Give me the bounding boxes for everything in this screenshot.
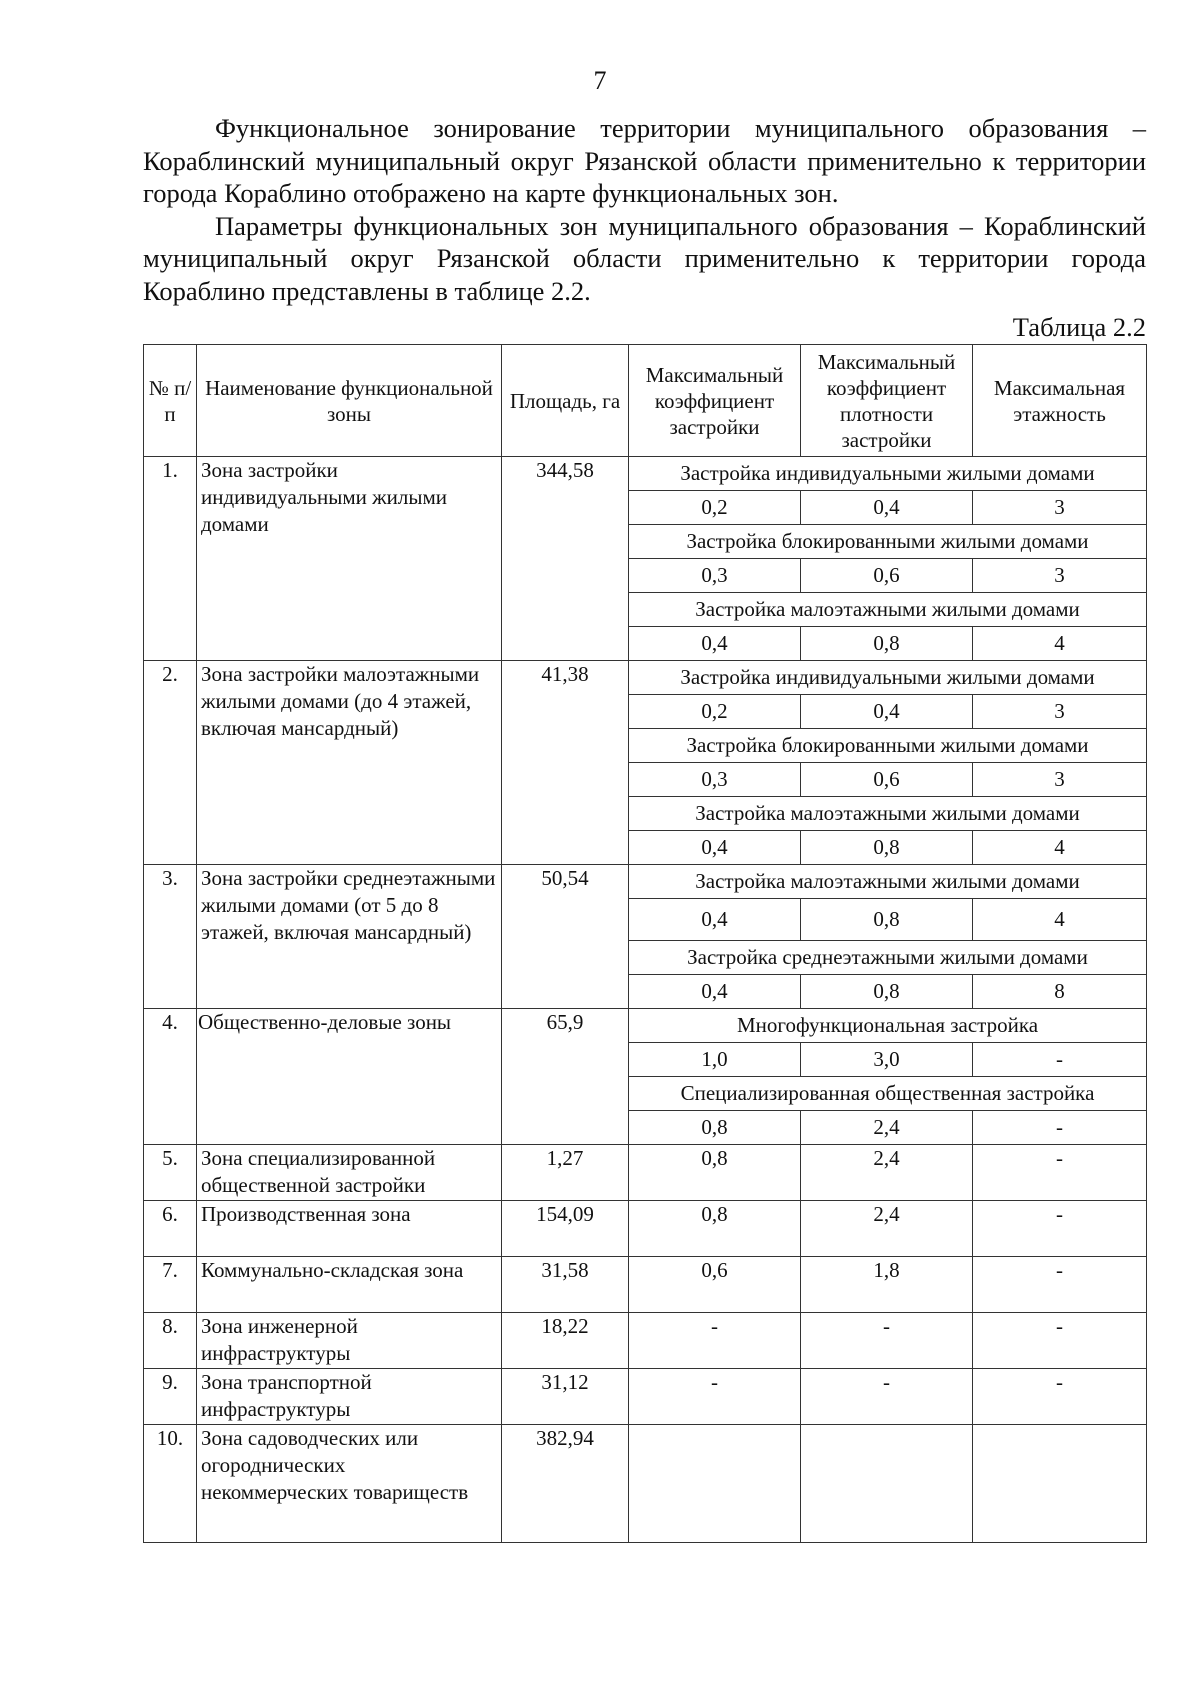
body-text: [143, 112, 1146, 307]
zone-area: 154,09: [502, 1201, 629, 1257]
k-build-value: 0,3: [629, 763, 801, 797]
k-density-value: -: [801, 1369, 973, 1425]
floors-value: 3: [973, 763, 1147, 797]
page-number: 7: [593, 66, 607, 95]
k-density-value: 0,4: [801, 491, 973, 525]
k-build-value: [629, 1425, 801, 1543]
zone-name: Коммунально-складская зона: [197, 1257, 502, 1313]
k-density-value: 2,4: [801, 1111, 973, 1145]
table-row: [144, 1425, 1147, 1543]
k-build-value: 0,8: [629, 1145, 801, 1201]
row-num: 3.: [144, 865, 197, 1009]
table-header-row: [144, 345, 1147, 457]
zone-area: 31,12: [502, 1369, 629, 1425]
header-name: Наименование функциональной зоны: [197, 345, 502, 457]
zone-name: Зона застройки малоэтажными жилыми домами (до 4 этажей, включая мансардный): [197, 661, 502, 865]
subgroup-title: Застройка блокированными жилыми домами: [629, 729, 1147, 763]
floors-value: 3: [973, 491, 1147, 525]
k-build-value: 0,4: [629, 899, 801, 941]
table-row: [144, 865, 1147, 899]
zone-area: 18,22: [502, 1313, 629, 1369]
zone-area: 31,58: [502, 1257, 629, 1313]
k-density-value: -: [801, 1313, 973, 1369]
subgroup-title: Специализированная общественная застройка: [629, 1077, 1147, 1111]
subgroup-title: Застройка блокированными жилыми домами: [629, 525, 1147, 559]
subgroup-title: Многофункциональная застройка: [629, 1009, 1147, 1043]
floors-value: 4: [973, 899, 1147, 941]
zone-area: 344,58: [502, 457, 629, 661]
zone-area: 41,38: [502, 661, 629, 865]
table-caption: Таблица 2.2: [1012, 312, 1146, 342]
subgroup-title: Застройка малоэтажными жилыми домами: [629, 593, 1147, 627]
table-row: [144, 1369, 1147, 1425]
zone-name: Зона застройки индивидуальными жилыми домами: [197, 457, 502, 661]
header-k-build: Максимальный коэффициент застройки: [629, 345, 801, 457]
floors-value: 3: [973, 559, 1147, 593]
row-num: 1.: [144, 457, 197, 661]
row-num: 2.: [144, 661, 197, 865]
floors-value: -: [973, 1145, 1147, 1201]
row-num: 4.: [144, 1009, 197, 1145]
zones-table: [143, 344, 1147, 1543]
subgroup-title: Застройка малоэтажными жилыми домами: [629, 865, 1147, 899]
k-density-value: [801, 1425, 973, 1543]
k-build-value: 0,2: [629, 491, 801, 525]
table-row: [144, 1145, 1147, 1201]
k-build-value: 0,4: [629, 627, 801, 661]
paragraph: Параметры функциональных зон муниципального образования – Кораблинский муниципальный округ Рязанской области применительно к территории города Кораблино представлены в таблице 2.2.: [143, 210, 1146, 306]
paragraph: Функциональное зонирование территории муниципального образования – Кораблинский муниципальный округ Рязанской области применительно к территории города Кораблино отображено на карте функциональных зон.: [143, 113, 1146, 208]
zone-name: Зона специализированной общественной застройки: [197, 1145, 502, 1201]
subgroup-title: Застройка индивидуальными жилыми домами: [629, 661, 1147, 695]
subgroup-title: Застройка индивидуальными жилыми домами: [629, 457, 1147, 491]
k-density-value: 2,4: [801, 1201, 973, 1257]
table-row: [144, 1313, 1147, 1369]
k-build-value: 0,3: [629, 559, 801, 593]
row-num: 8.: [144, 1313, 197, 1369]
k-density-value: 3,0: [801, 1043, 973, 1077]
k-density-value: 0,8: [801, 627, 973, 661]
table-row: [144, 1257, 1147, 1313]
k-density-value: 0,6: [801, 559, 973, 593]
zone-name: Зона инженерной инфраструктуры: [197, 1313, 502, 1369]
floors-value: -: [973, 1313, 1147, 1369]
floors-value: -: [973, 1201, 1147, 1257]
row-num: 7.: [144, 1257, 197, 1313]
zone-area: 382,94: [502, 1425, 629, 1543]
floors-value: 3: [973, 695, 1147, 729]
k-build-value: 0,8: [629, 1201, 801, 1257]
k-build-value: 1,0: [629, 1043, 801, 1077]
zone-area: 50,54: [502, 865, 629, 1009]
k-density-value: 0,8: [801, 831, 973, 865]
floors-value: -: [973, 1369, 1147, 1425]
k-build-value: 0,4: [629, 975, 801, 1009]
floors-value: [973, 1425, 1147, 1543]
floors-value: -: [973, 1043, 1147, 1077]
subgroup-title: Застройка среднеэтажными жилыми домами: [629, 941, 1147, 975]
subgroup-title: Застройка малоэтажными жилыми домами: [629, 797, 1147, 831]
row-num: 5.: [144, 1145, 197, 1201]
zone-area: 1,27: [502, 1145, 629, 1201]
k-build-value: 0,8: [629, 1111, 801, 1145]
header-area: Площадь, га: [502, 345, 629, 457]
k-build-value: 0,6: [629, 1257, 801, 1313]
header-num: № п/п: [144, 345, 197, 457]
floors-value: -: [973, 1257, 1147, 1313]
k-density-value: 1,8: [801, 1257, 973, 1313]
floors-value: -: [973, 1111, 1147, 1145]
k-build-value: 0,2: [629, 695, 801, 729]
k-build-value: -: [629, 1313, 801, 1369]
zone-name: Производственная зона: [197, 1201, 502, 1257]
zone-area: 65,9: [502, 1009, 629, 1145]
table-row: [144, 1201, 1147, 1257]
floors-value: 4: [973, 831, 1147, 865]
table-row: [144, 661, 1147, 695]
zone-name: Зона садоводческих или огороднических некоммерческих товариществ: [197, 1425, 502, 1543]
k-density-value: 0,8: [801, 975, 973, 1009]
row-num: 6.: [144, 1201, 197, 1257]
row-num: 10.: [144, 1425, 197, 1543]
zone-name: Зона застройки среднеэтажными жилыми домами (от 5 до 8 этажей, включая мансардный): [197, 865, 502, 1009]
floors-value: 8: [973, 975, 1147, 1009]
zone-name: Зона транспортной инфраструктуры: [197, 1369, 502, 1425]
k-build-value: 0,4: [629, 831, 801, 865]
table-row: [144, 1009, 1147, 1043]
k-density-value: 2,4: [801, 1145, 973, 1201]
k-build-value: -: [629, 1369, 801, 1425]
floors-value: 4: [973, 627, 1147, 661]
header-k-density: Максимальный коэффициент плотности застройки: [801, 345, 973, 457]
row-num: 9.: [144, 1369, 197, 1425]
table-row: [144, 457, 1147, 491]
zone-name: Общественно-деловые зоны: [197, 1009, 502, 1145]
k-density-value: 0,8: [801, 899, 973, 941]
k-density-value: 0,6: [801, 763, 973, 797]
k-density-value: 0,4: [801, 695, 973, 729]
header-floors: Максимальная этажность: [973, 345, 1147, 457]
